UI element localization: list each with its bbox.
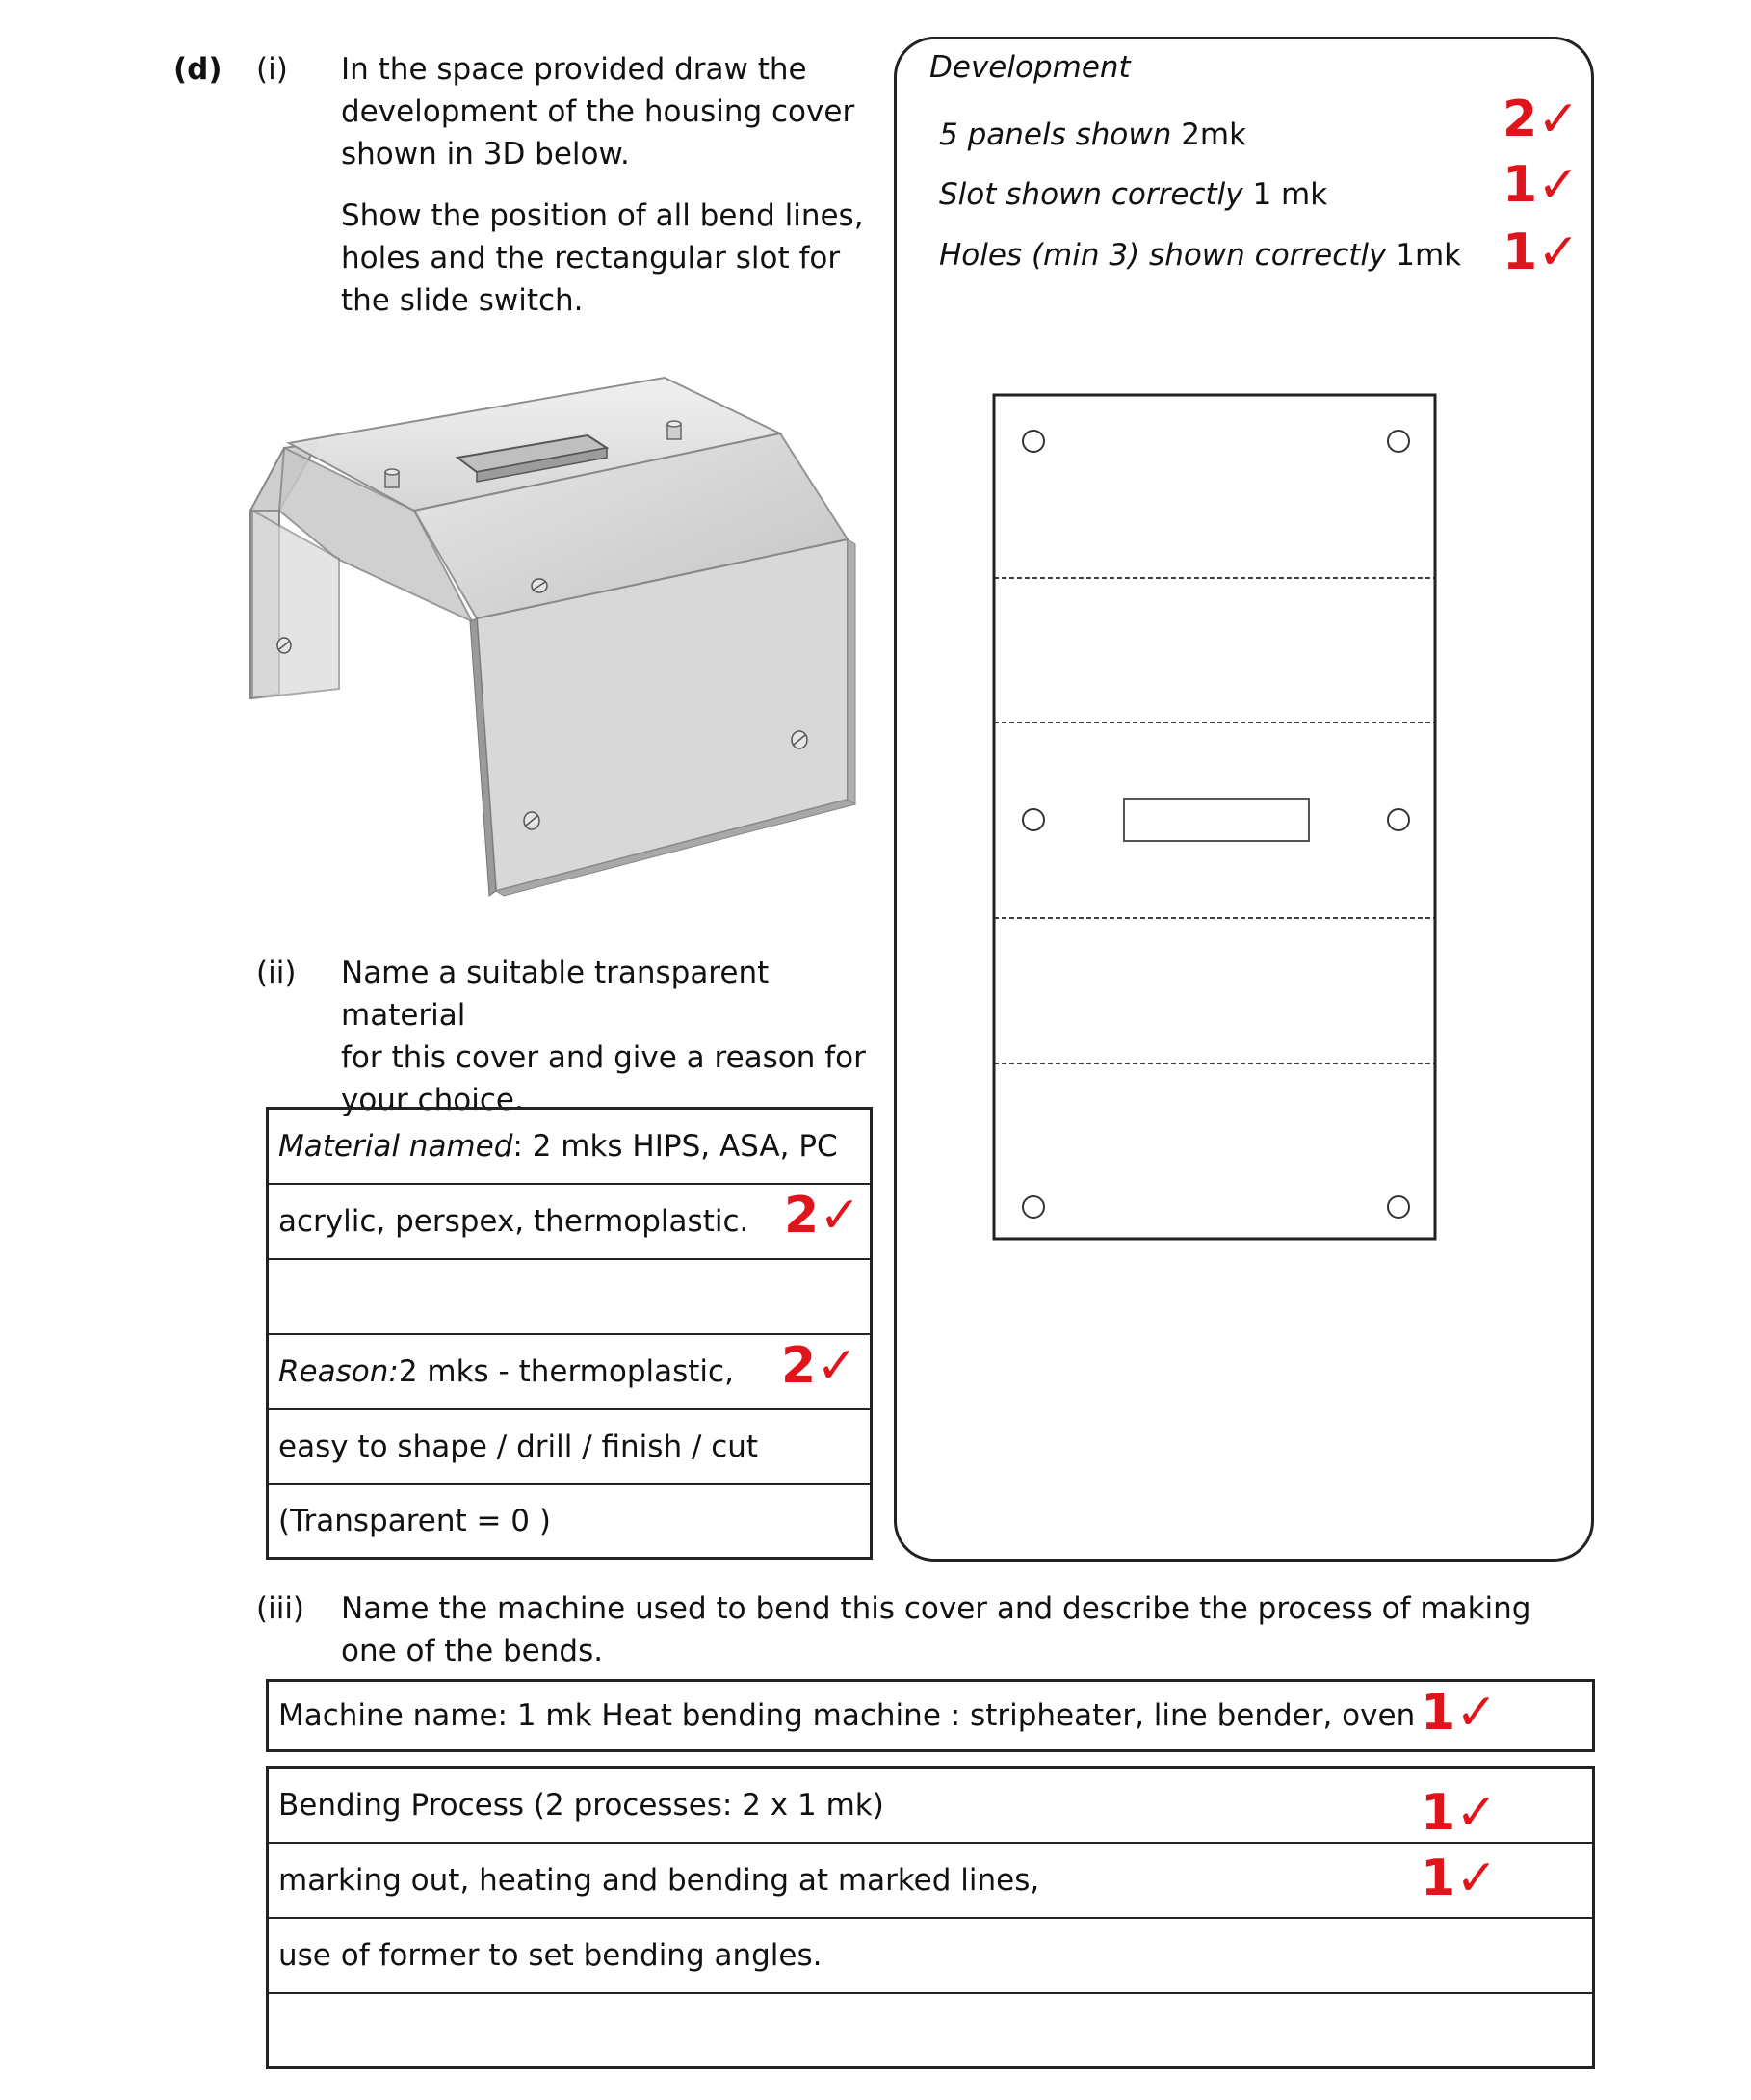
material-row[interactable]: [269, 1260, 870, 1335]
material-row[interactable]: [269, 1335, 870, 1410]
criterion-text: Slot shown correctly: [939, 177, 1243, 212]
tick-icon: ✓: [1537, 91, 1580, 148]
question-i-line: holes and the rectangular slot for: [341, 241, 841, 276]
housing-cover-3d-illustration: [231, 366, 867, 906]
question-ii-line: your choice.: [341, 1083, 524, 1117]
material-row[interactable]: [269, 1110, 870, 1185]
material-answer-table: [266, 1107, 873, 1560]
material-row-text: (Transparent = 0 ): [278, 1504, 551, 1538]
material-row-text: acrylic, perspex, thermoplastic.: [278, 1204, 749, 1239]
question-i-line: Show the position of all bend lines,: [341, 198, 864, 233]
process-row[interactable]: [269, 1919, 1592, 1994]
tick-icon: ✓: [1455, 1850, 1498, 1907]
process-row[interactable]: [269, 1844, 1592, 1919]
reason-label: Reason:: [278, 1354, 399, 1389]
question-i-line: shown in 3D below.: [341, 137, 630, 171]
mark-value: 2: [784, 1187, 820, 1245]
process-row[interactable]: [269, 1994, 1592, 2066]
mark-machine: [1421, 1684, 1498, 1742]
subpart-iii-number: (iii): [256, 1591, 305, 1626]
mark-value: 2: [1503, 91, 1538, 148]
criterion-text: Holes (min 3) shown correctly: [939, 238, 1387, 273]
process-row-text: marking out, heating and bending at marked lines,: [278, 1863, 1040, 1898]
slide-switch-slot: [1124, 799, 1309, 841]
question-ii-text: [341, 952, 900, 1121]
hole: [1388, 1196, 1409, 1218]
hole: [1023, 809, 1044, 830]
question-ii-line: Name a suitable transparent material: [341, 956, 770, 1033]
criterion-marks: 1 mk: [1242, 177, 1328, 212]
mark-value: 1: [1503, 223, 1538, 281]
mark-value: 1: [1421, 1784, 1456, 1842]
development-title: Development: [929, 50, 1131, 85]
tick-icon: ✓: [1537, 223, 1580, 281]
hole: [1023, 1196, 1044, 1218]
process-row[interactable]: [269, 1769, 1592, 1844]
tick-icon: ✓: [819, 1187, 861, 1245]
process-row-text: use of former to set bending angles.: [278, 1938, 823, 1973]
question-ii-line: for this cover and give a reason for: [341, 1040, 866, 1075]
mark-value: 2: [781, 1337, 817, 1395]
mark-value: 1: [1421, 1850, 1456, 1907]
subpart-i-number: (i): [256, 52, 288, 87]
mark-process-1: [1421, 1784, 1498, 1842]
part-label: (d): [173, 52, 222, 87]
question-i-line: the slide switch.: [341, 283, 584, 318]
material-row[interactable]: [269, 1410, 870, 1485]
hole: [1388, 431, 1409, 452]
material-row[interactable]: [269, 1185, 870, 1260]
criterion-marks: 1mk: [1386, 238, 1462, 273]
question-i-line: In the space provided draw the: [341, 52, 807, 87]
mark-slot: [1503, 156, 1580, 214]
tick-icon: ✓: [1537, 156, 1580, 214]
mark-panels: [1503, 91, 1580, 148]
material-row-text: 2 mks - thermoplastic,: [398, 1354, 734, 1389]
question-iii-line: Name the machine used to bend this cover and describe the process of making: [341, 1591, 1531, 1626]
material-row-text: : 2 mks HIPS, ASA, PC: [512, 1129, 838, 1164]
tick-icon: ✓: [1455, 1784, 1498, 1842]
machine-row-text: Machine name: 1 mk Heat bending machine : stripheater, line bender, oven: [278, 1698, 1416, 1733]
tick-icon: ✓: [816, 1337, 858, 1395]
criterion-marks: 2mk: [1171, 118, 1247, 152]
development-net-drawing: [992, 393, 1443, 1246]
process-answer-table: [266, 1766, 1595, 2069]
criterion-text: 5 panels shown: [939, 118, 1172, 152]
question-iii-line: one of the bends.: [341, 1634, 604, 1668]
material-row-text: easy to shape / drill / finish / cut: [278, 1430, 759, 1464]
criterion-holes: [939, 238, 1461, 273]
criterion-panels: [939, 118, 1246, 152]
mark-holes: [1503, 223, 1580, 281]
material-row-label: Material named: [278, 1129, 513, 1164]
mark-process-2: [1421, 1850, 1498, 1907]
question-iii-text: [341, 1588, 1593, 1672]
mark-reason: [781, 1337, 858, 1395]
mark-value: 1: [1503, 156, 1538, 214]
question-i-text: [341, 48, 880, 322]
hole: [1388, 809, 1409, 830]
question-i-line: development of the housing cover: [341, 94, 855, 129]
criterion-slot: [939, 177, 1327, 212]
process-row-text: Bending Process (2 processes: 2 x 1 mk): [278, 1788, 884, 1823]
tick-icon: ✓: [1455, 1684, 1498, 1742]
machine-answer-table: [266, 1679, 1595, 1752]
subpart-ii-number: (ii): [256, 956, 297, 990]
hole: [1023, 431, 1044, 452]
machine-row[interactable]: [269, 1682, 1592, 1749]
mark-value: 1: [1421, 1684, 1456, 1742]
mark-material: [784, 1187, 861, 1245]
material-row[interactable]: [269, 1485, 870, 1557]
